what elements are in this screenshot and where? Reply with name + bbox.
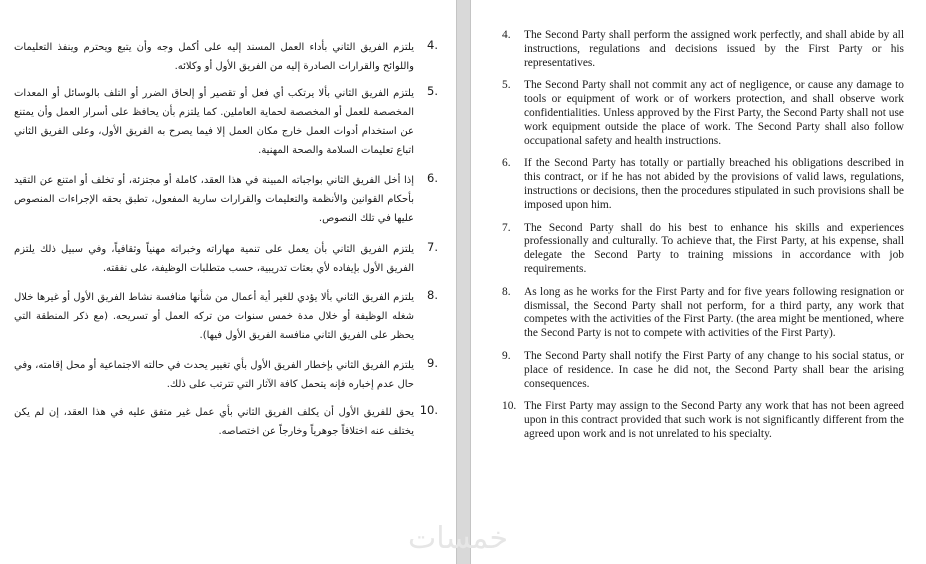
clause-number: 8. bbox=[427, 288, 438, 302]
english-clause bbox=[502, 222, 904, 277]
clause-number: 10. bbox=[502, 400, 517, 413]
clause-number: 4. bbox=[502, 29, 511, 41]
clause-number: 10. bbox=[419, 403, 438, 417]
clause-number: 7. bbox=[502, 221, 511, 234]
clause-text: The Second Party shall not commit any act of negligence, or cause any damage to tools or equipment of work or of workers protection, and shall observe work confidentialities. Unless approved by the First Party, the Second Party shall not use work equipment outside the place of work. The Second Party shall also follow occupational safety and health instructions. bbox=[524, 79, 904, 147]
watermark-logo: خمسات bbox=[408, 521, 509, 556]
clause-text: يحق للفريق الأول أن يكلف الفريق الثاني بأي عمل غير متفق عليه في هذا العقد، إن لم يكن يختلف عنه اختلافاً جوهرياً وخارجاً عن اختصاصه. bbox=[14, 407, 414, 437]
arabic-clause bbox=[14, 288, 438, 345]
arabic-clause bbox=[14, 240, 438, 278]
clause-text: يلتزم الفريق الثاني بألا يؤدي للغير أية أعمال من شأنها منافسة نشاط الفريق الأول أو غيرها خلال شغله الوظيفة أو خلال مدة خمس سنوات من تركه العمل أو تسريحه. (مع ذكر المنطقة التي يحظر على الفريق الثاني منافسة الفريق الأول فيها). bbox=[14, 292, 414, 341]
clause-number: 6. bbox=[427, 171, 438, 185]
clause-text: إذا أخل الفريق الثاني بواجباته المبينة في هذا العقد، كاملة أو مجتزئة، أو تخلف أو امتنع عن التقيد بأحكام القوانين والأنظمة والتعليمات والقرارات سارية المفعول، تطبق بحقه الإجراءات المنصوص عليها في تلك النصوص. bbox=[14, 175, 414, 224]
english-clause bbox=[502, 157, 904, 212]
clause-text: يلتزم الفريق الثاني بأداء العمل المسند إليه على أكمل وجه وأن يتبع ويحترم وينفذ التعليمات واللوائح والقرارات الصادرة إليه من الفريق الأول أو وكلائه. bbox=[14, 42, 414, 72]
english-page bbox=[471, 0, 926, 564]
clause-number: 4. bbox=[427, 38, 438, 52]
clause-number: 9. bbox=[427, 356, 438, 370]
clause-text: As long as he works for the First Party and for five years following resignation or dismissal, the Second Party shall not perform, for a third party, any work that competes with the activities of the First Party. (the area might be mentioned, where the Second Party is not to compete with activities of the First Party). bbox=[524, 285, 904, 340]
clause-number: 6. bbox=[502, 157, 511, 170]
clause-text: The Second Party shall perform the assigned work perfectly, and shall abide by all instructions, regulations and decisions issued by the First Party or his representatives. bbox=[524, 29, 904, 69]
page-gutter bbox=[456, 0, 471, 564]
clause-number: 5. bbox=[502, 79, 511, 92]
clause-number: 9. bbox=[502, 349, 511, 362]
english-clause-list bbox=[502, 29, 904, 442]
clause-text: يلتزم الفريق الثاني بألا يرتكب أي فعل أو تقصير أو إلحاق الضرر أو التلف بالوسائل أو المعدات المخصصة للعمل أو المخصصة لحماية العاملين. كما يلتزم بأن يحافظ على أسرار العمل وأن يمتنع عن استخدام أدوات العمل خارج مكان العمل إلا فيما يصرح به الفريق الأول، وعلى الفريق الثاني اتباع تعليمات السلامة والصحة المهنية. bbox=[14, 88, 414, 156]
arabic-page bbox=[0, 0, 456, 564]
clause-text: If the Second Party has totally or partially breached his obligations described in this contract, or if he has not abided by the provisions of valid laws, regulations, instructions or decisions, then the procedures stipulated in such provisions shall be imposed upon him. bbox=[524, 157, 904, 211]
clause-number: 5. bbox=[427, 84, 438, 98]
english-clause bbox=[502, 286, 904, 341]
arabic-clause bbox=[14, 356, 438, 394]
arabic-clause bbox=[14, 38, 438, 76]
arabic-clause bbox=[14, 84, 438, 160]
arabic-clause-list bbox=[14, 38, 438, 441]
english-clause bbox=[502, 400, 904, 441]
arabic-clause bbox=[14, 403, 438, 441]
english-clause bbox=[502, 79, 904, 148]
clause-number: 8. bbox=[502, 285, 511, 298]
clause-number: 7. bbox=[427, 240, 438, 254]
clause-text: The Second Party shall notify the First Party of any change to his social status, or place of residence. In case he did not, the Second Party shall bear the arising consequences. bbox=[524, 349, 904, 390]
english-clause bbox=[502, 29, 904, 70]
clause-text: The Second Party shall do his best to enhance his skills and experiences professionally and culturally. To achieve that, the First Party, at his expense, shall delegate the Second Party to training missions in accordance with job requirements. bbox=[524, 221, 904, 275]
clause-text: يلتزم الفريق الثاني بأن يعمل على تنمية مهاراته وخبراته مهنياً وثقافياً، وفي سبيل ذلك يلتزم الفريق الأول بإيفاده لأي بعثات تدريبية، حسب متطلبات الوظيفة، على نفقته. bbox=[14, 244, 414, 274]
english-clause bbox=[502, 350, 904, 391]
clause-text: The First Party may assign to the Second Party any work that has not been agreed upon in this contract provided that such work is not significantly different from the agreed upon work and is not unrelated to his specialty. bbox=[524, 400, 904, 440]
clause-text: يلتزم الفريق الثاني بإخطار الفريق الأول بأي تغيير يحدث في حالته الاجتماعية أو محل إقامته، وفي حال عدم إخباره فإنه يتحمل كافة الآثار التي تترتب على ذلك. bbox=[14, 360, 414, 390]
arabic-clause bbox=[14, 171, 438, 228]
